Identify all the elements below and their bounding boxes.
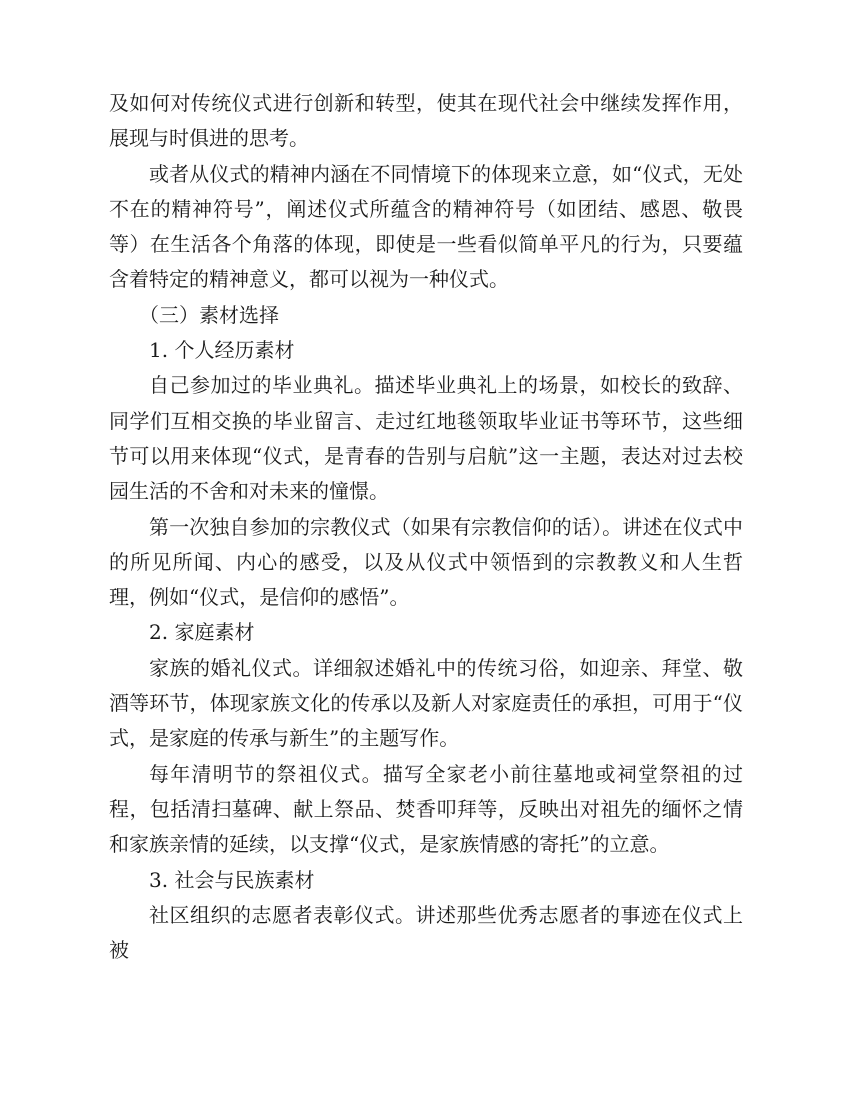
- paragraph-spirit-symbol: 或者从仪式的精神内涵在不同情境下的体现来立意，如“仪式，无处不在的精神符号”，阐述仪式所蕴含的精神符号（如团结、感恩、敬畏等）在生活各个角落的体现，即使是一些看似简单平凡的行为，只要蕴含着特定的精神意义，都可以视为一种仪式。: [109, 161, 743, 292]
- paragraph-ancestor-worship: 每年清明节的祭祖仪式。描写全家老小前往墓地或祠堂祭祖的过程，包括清扫墓碑、献上祭品、焚香叩拜等，反映出对祖先的缅怀之情和家族亲情的延续，以支撑“仪式，是家族情感的寄托”的立意。: [109, 761, 743, 857]
- subheading-personal-experience: 1. 个人经历素材: [149, 338, 295, 363]
- paragraph-religious-ceremony: 第一次独自参加的宗教仪式（如果有宗教信仰的话）。讲述在仪式中的所见所闻、内心的感受，以及从仪式中领悟到的宗教教义和人生哲理，例如“仪式，是信仰的感悟”。: [109, 514, 743, 610]
- paragraph-volunteer-ceremony: 社区组织的志愿者表彰仪式。讲述那些优秀志愿者的事迹在仪式上被: [109, 902, 743, 963]
- section-heading-material-selection: （三）素材选择: [139, 302, 279, 327]
- document-page: [109, 86, 743, 968]
- paragraph-graduation-ceremony: 自己参加过的毕业典礼。描述毕业典礼上的场景，如校长的致辞、同学们互相交换的毕业留言、走过红地毯领取毕业证书等环节，这些细节可以用来体现“仪式，是青春的告别与启航”这一主题，表达对过去校园生活的不舍和对未来的憧憬。: [109, 373, 743, 504]
- paragraph-continuation: 及如何对传统仪式进行创新和转型，使其在现代社会中继续发挥作用，展现与时俱进的思考。: [109, 91, 743, 151]
- paragraph-wedding-ceremony: 家族的婚礼仪式。详细叙述婚礼中的传统习俗，如迎亲、拜堂、敬酒等环节，体现家族文化的传承以及新人对家庭责任的承担，可用于“仪式，是家庭的传承与新生”的主题写作。: [109, 655, 743, 751]
- subheading-family-material: 2. 家庭素材: [149, 620, 255, 645]
- subheading-social-national-material: 3. 社会与民族素材: [149, 867, 315, 892]
